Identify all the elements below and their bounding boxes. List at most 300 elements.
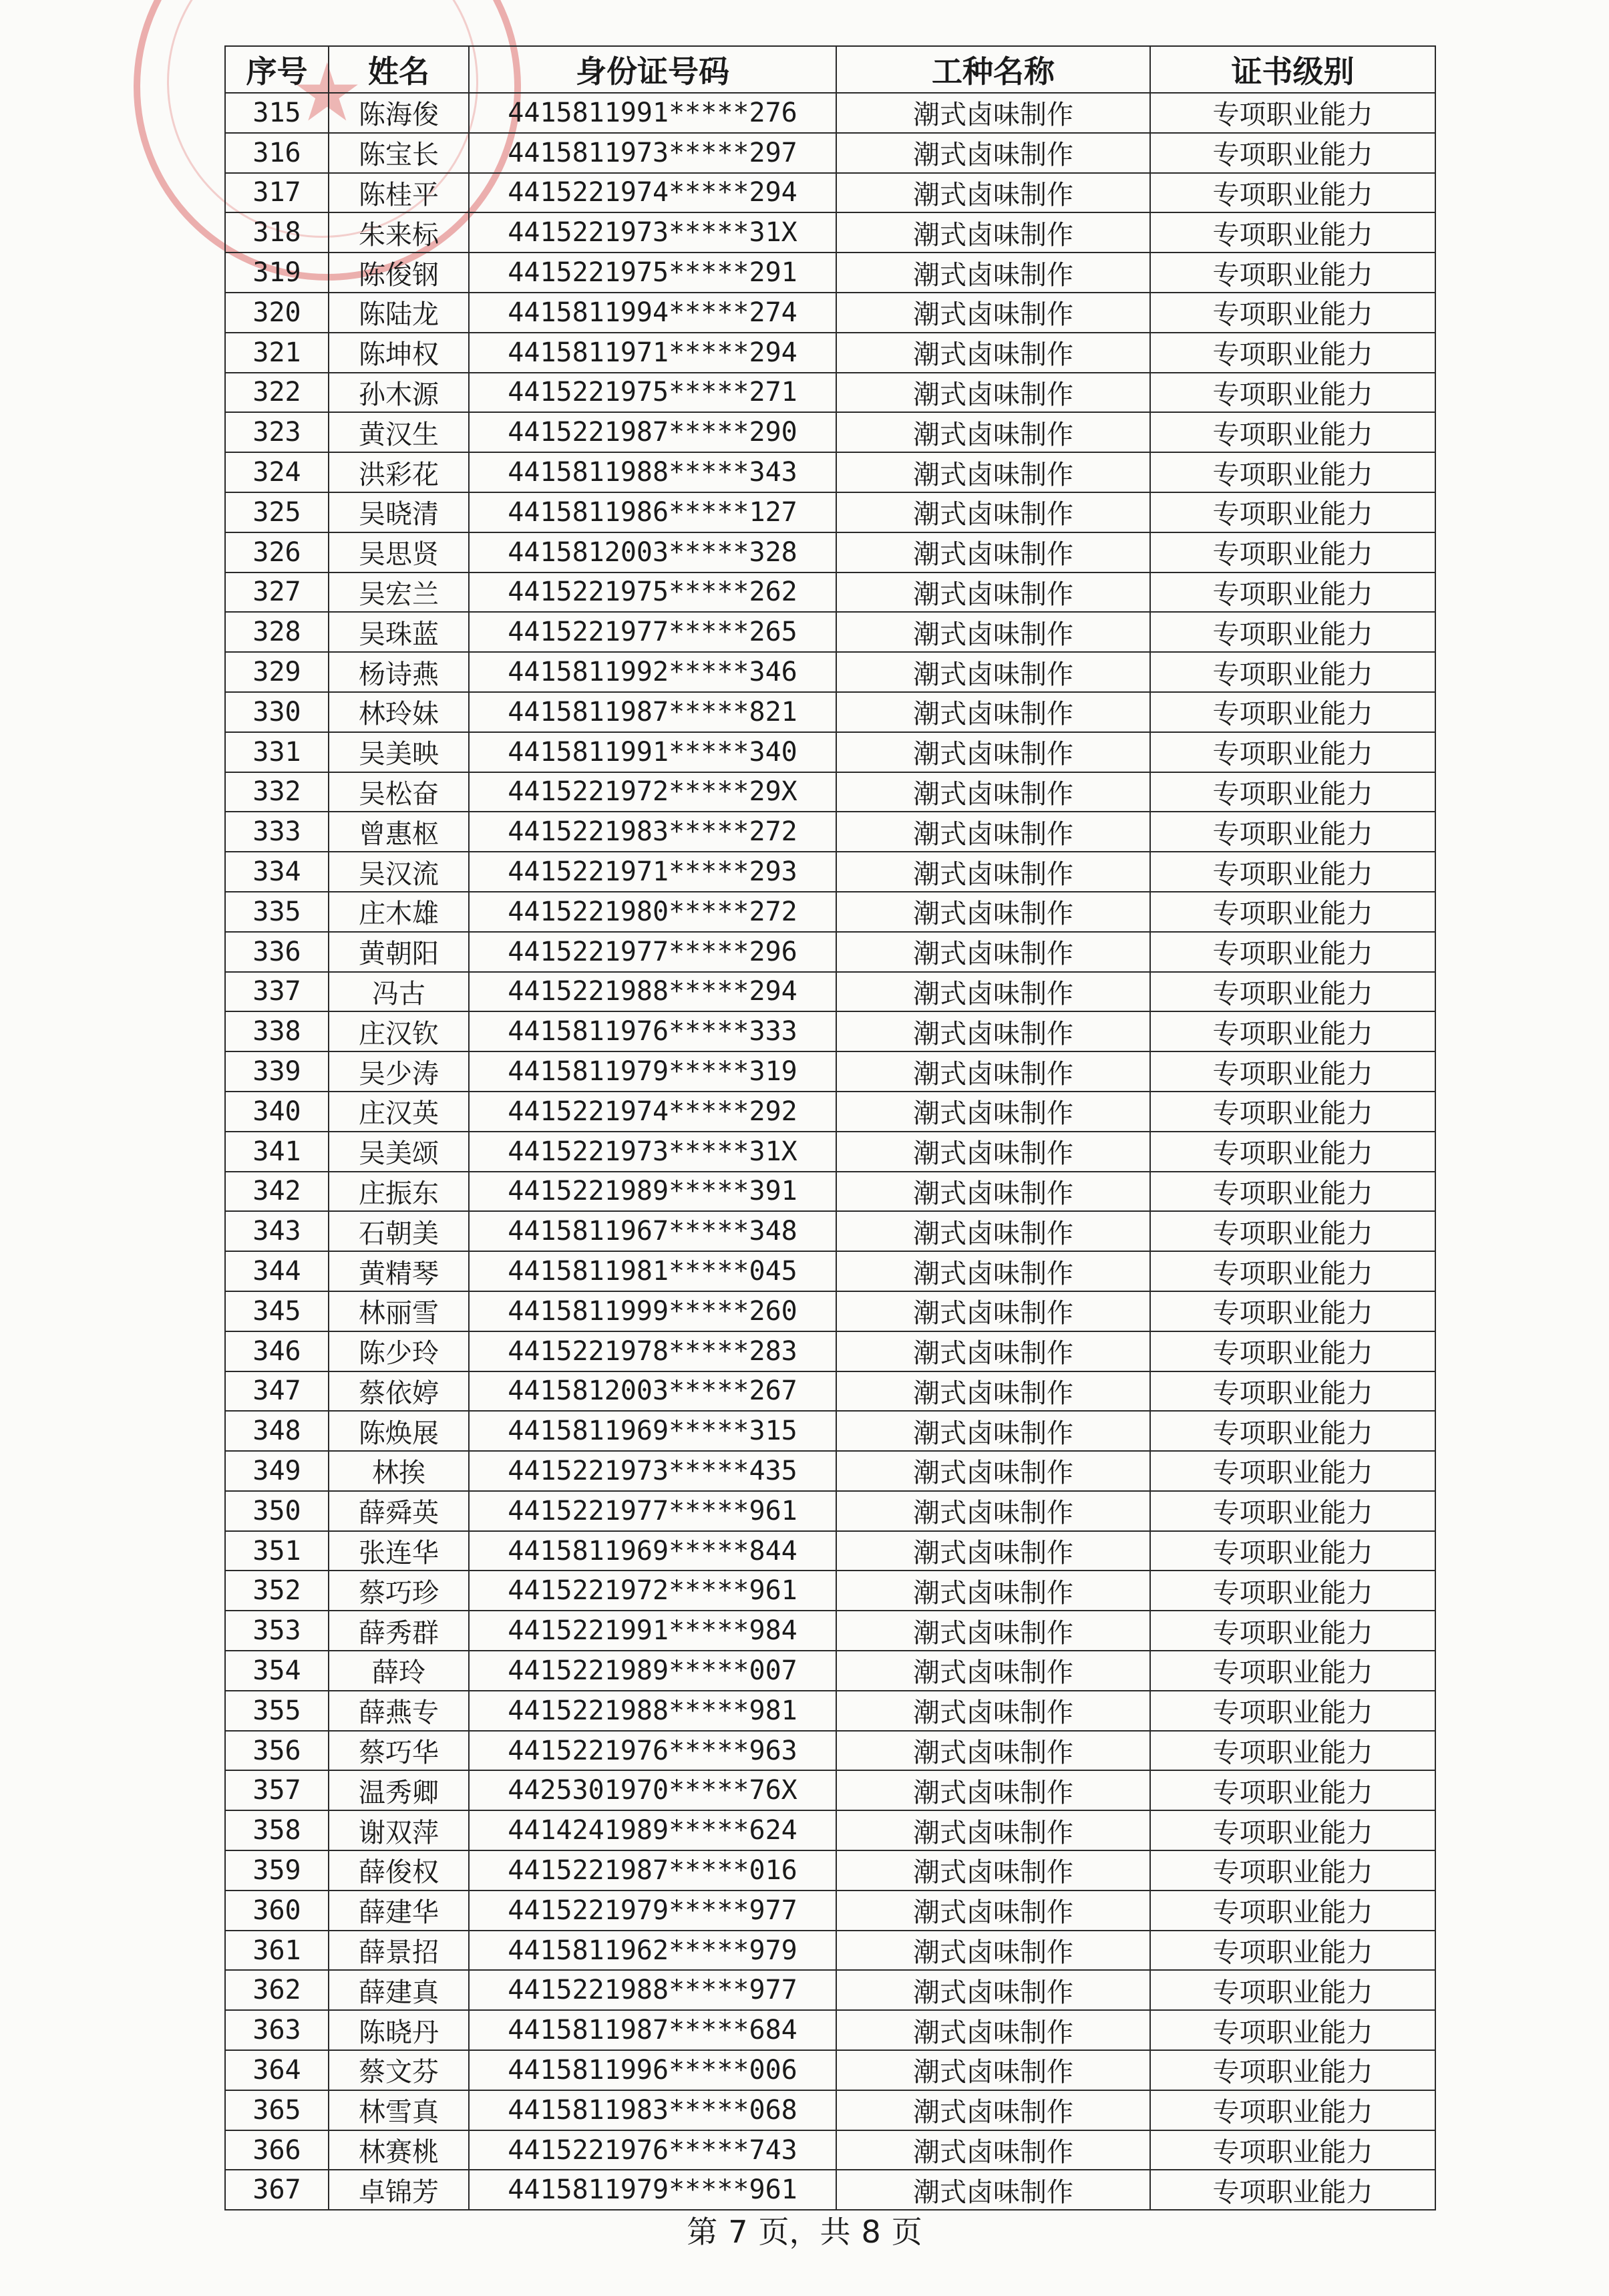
cell-name: 陈海俊 <box>329 93 469 133</box>
cell-index: 329 <box>225 652 329 692</box>
cell-work-type: 潮式卤味制作 <box>836 1651 1150 1691</box>
cell-index: 331 <box>225 732 329 772</box>
cell-id-number: 4415221978*****283 <box>469 1331 836 1371</box>
cell-cert-level: 专项职业能力 <box>1150 2050 1435 2090</box>
table-row <box>225 1531 1435 1571</box>
cell-work-type: 潮式卤味制作 <box>836 1531 1150 1571</box>
cell-index: 333 <box>225 812 329 852</box>
cell-id-number: 4415812003*****328 <box>469 532 836 572</box>
cell-work-type: 潮式卤味制作 <box>836 492 1150 532</box>
table-row <box>225 1371 1435 1412</box>
cell-cert-level: 专项职业能力 <box>1150 2090 1435 2130</box>
cell-id-number: 4415811987*****821 <box>469 692 836 732</box>
cell-name: 吴宏兰 <box>329 572 469 613</box>
cell-work-type: 潮式卤味制作 <box>836 412 1150 452</box>
cell-index: 327 <box>225 572 329 613</box>
cell-index: 365 <box>225 2090 329 2130</box>
cell-cert-level: 专项职业能力 <box>1150 852 1435 892</box>
cell-name: 薛景招 <box>329 1931 469 1971</box>
cell-cert-level: 专项职业能力 <box>1150 93 1435 133</box>
cell-name: 陈少玲 <box>329 1331 469 1371</box>
table-row <box>225 1491 1435 1531</box>
cell-name: 朱来标 <box>329 212 469 253</box>
cell-name: 薛建华 <box>329 1891 469 1931</box>
cell-id-number: 4415811991*****276 <box>469 93 836 133</box>
cell-index: 357 <box>225 1770 329 1810</box>
cell-work-type: 潮式卤味制作 <box>836 2090 1150 2130</box>
cell-cert-level: 专项职业能力 <box>1150 1931 1435 1971</box>
table-row <box>225 1132 1435 1172</box>
cell-work-type: 潮式卤味制作 <box>836 1211 1150 1251</box>
cell-name: 庄木雄 <box>329 892 469 932</box>
cell-id-number: 4415221989*****391 <box>469 1172 836 1212</box>
cell-index: 363 <box>225 2010 329 2050</box>
cell-name: 温秀卿 <box>329 1770 469 1810</box>
cell-id-number: 4415811999*****260 <box>469 1291 836 1331</box>
cell-cert-level: 专项职业能力 <box>1150 173 1435 213</box>
table-row <box>225 2050 1435 2090</box>
cell-name: 吴少涛 <box>329 1051 469 1092</box>
cell-work-type: 潮式卤味制作 <box>836 212 1150 253</box>
cell-index: 348 <box>225 1411 329 1451</box>
cell-index: 335 <box>225 892 329 932</box>
header-row <box>225 46 1435 93</box>
cell-cert-level: 专项职业能力 <box>1150 212 1435 253</box>
cell-name: 吴美映 <box>329 732 469 772</box>
cell-work-type: 潮式卤味制作 <box>836 1251 1150 1291</box>
cell-name: 吴晓清 <box>329 492 469 532</box>
cell-index: 336 <box>225 932 329 972</box>
cell-cert-level: 专项职业能力 <box>1150 492 1435 532</box>
cell-cert-level: 专项职业能力 <box>1150 572 1435 613</box>
cell-id-number: 4415221973*****435 <box>469 1451 836 1491</box>
table-row <box>225 892 1435 932</box>
cell-cert-level: 专项职业能力 <box>1150 2010 1435 2050</box>
cell-id-number: 4415221975*****262 <box>469 572 836 613</box>
header-work-type: 工种名称 <box>836 46 1150 93</box>
cell-work-type: 潮式卤味制作 <box>836 1810 1150 1850</box>
cell-index: 367 <box>225 2170 329 2210</box>
table-row <box>225 692 1435 732</box>
table-row <box>225 1731 1435 1771</box>
table-row <box>225 1770 1435 1810</box>
cell-cert-level: 专项职业能力 <box>1150 772 1435 812</box>
cell-work-type: 潮式卤味制作 <box>836 133 1150 173</box>
cell-id-number: 4415221973*****31X <box>469 1132 836 1172</box>
cell-index: 358 <box>225 1810 329 1850</box>
cell-id-number: 4415811969*****315 <box>469 1411 836 1451</box>
cell-id-number: 4415221988*****981 <box>469 1691 836 1731</box>
cell-work-type: 潮式卤味制作 <box>836 692 1150 732</box>
table-row <box>225 1331 1435 1371</box>
cell-name: 张连华 <box>329 1531 469 1571</box>
cell-name: 冯古 <box>329 972 469 1012</box>
cell-id-number: 4415221979*****977 <box>469 1891 836 1931</box>
cell-id-number: 4415811971*****294 <box>469 333 836 373</box>
cell-cert-level: 专项职业能力 <box>1150 1251 1435 1291</box>
cell-work-type: 潮式卤味制作 <box>836 1970 1150 2010</box>
table-row <box>225 133 1435 173</box>
cell-name: 林丽雪 <box>329 1291 469 1331</box>
cell-work-type: 潮式卤味制作 <box>836 1092 1150 1132</box>
table-row <box>225 1810 1435 1850</box>
cell-work-type: 潮式卤味制作 <box>836 333 1150 373</box>
cell-id-number: 4415811979*****961 <box>469 2170 836 2210</box>
cell-index: 361 <box>225 1931 329 1971</box>
cell-cert-level: 专项职业能力 <box>1150 1291 1435 1331</box>
cell-cert-level: 专项职业能力 <box>1150 1051 1435 1092</box>
cell-name: 林玲妹 <box>329 692 469 732</box>
cell-work-type: 潮式卤味制作 <box>836 612 1150 652</box>
cell-cert-level: 专项职业能力 <box>1150 1451 1435 1491</box>
cell-index: 328 <box>225 612 329 652</box>
cell-index: 342 <box>225 1172 329 1212</box>
cell-work-type: 潮式卤味制作 <box>836 452 1150 492</box>
cell-work-type: 潮式卤味制作 <box>836 1770 1150 1810</box>
cell-name: 谢双萍 <box>329 1810 469 1850</box>
cell-work-type: 潮式卤味制作 <box>836 652 1150 692</box>
cell-index: 352 <box>225 1571 329 1611</box>
cell-index: 355 <box>225 1691 329 1731</box>
table-row <box>225 1970 1435 2010</box>
cell-name: 石朝美 <box>329 1211 469 1251</box>
table-row <box>225 1651 1435 1691</box>
table-row <box>225 1850 1435 1891</box>
table-row <box>225 1571 1435 1611</box>
cell-cert-level: 专项职业能力 <box>1150 1331 1435 1371</box>
cell-work-type: 潮式卤味制作 <box>836 772 1150 812</box>
header-index: 序号 <box>225 46 329 93</box>
cell-index: 350 <box>225 1491 329 1531</box>
cell-name: 蔡依婷 <box>329 1371 469 1412</box>
cell-cert-level: 专项职业能力 <box>1150 253 1435 293</box>
cell-id-number: 4415221973*****31X <box>469 212 836 253</box>
table-row <box>225 212 1435 253</box>
table-row <box>225 652 1435 692</box>
cell-name: 蔡巧华 <box>329 1731 469 1771</box>
table-row <box>225 1611 1435 1651</box>
cell-cert-level: 专项职业能力 <box>1150 692 1435 732</box>
cell-index: 317 <box>225 173 329 213</box>
cell-name: 薛俊权 <box>329 1850 469 1891</box>
cell-id-number: 4415221976*****963 <box>469 1731 836 1771</box>
cell-index: 321 <box>225 333 329 373</box>
cell-work-type: 潮式卤味制作 <box>836 1172 1150 1212</box>
cell-cert-level: 专项职业能力 <box>1150 1850 1435 1891</box>
table-row <box>225 1691 1435 1731</box>
cell-name: 庄汉钦 <box>329 1011 469 1051</box>
table-row <box>225 1451 1435 1491</box>
cell-index: 337 <box>225 972 329 1012</box>
cell-id-number: 4425301970*****76X <box>469 1770 836 1810</box>
cell-id-number: 4415221972*****29X <box>469 772 836 812</box>
cell-name: 吴思贤 <box>329 532 469 572</box>
cell-index: 364 <box>225 2050 329 2090</box>
table-row <box>225 852 1435 892</box>
table-row <box>225 972 1435 1012</box>
table-row <box>225 1931 1435 1971</box>
cell-cert-level: 专项职业能力 <box>1150 452 1435 492</box>
cell-index: 351 <box>225 1531 329 1571</box>
cell-work-type: 潮式卤味制作 <box>836 1611 1150 1651</box>
certificate-roster-table <box>224 45 1436 2210</box>
cell-work-type: 潮式卤味制作 <box>836 173 1150 213</box>
cell-work-type: 潮式卤味制作 <box>836 373 1150 413</box>
cell-id-number: 4415221977*****961 <box>469 1491 836 1531</box>
cell-cert-level: 专项职业能力 <box>1150 932 1435 972</box>
cell-id-number: 4415811987*****684 <box>469 2010 836 2050</box>
cell-cert-level: 专项职业能力 <box>1150 1172 1435 1212</box>
cell-id-number: 4415221991*****984 <box>469 1611 836 1651</box>
cell-cert-level: 专项职业能力 <box>1150 2130 1435 2170</box>
table-row <box>225 412 1435 452</box>
cell-index: 323 <box>225 412 329 452</box>
cell-index: 315 <box>225 93 329 133</box>
table-row <box>225 1211 1435 1251</box>
cell-index: 325 <box>225 492 329 532</box>
cell-id-number: 4415221988*****294 <box>469 972 836 1012</box>
cell-index: 349 <box>225 1451 329 1491</box>
cell-work-type: 潮式卤味制作 <box>836 1571 1150 1611</box>
cell-index: 330 <box>225 692 329 732</box>
cell-cert-level: 专项职业能力 <box>1150 732 1435 772</box>
cell-id-number: 4415221975*****291 <box>469 253 836 293</box>
cell-id-number: 4415221975*****271 <box>469 373 836 413</box>
header-id-number: 身份证号码 <box>469 46 836 93</box>
cell-work-type: 潮式卤味制作 <box>836 532 1150 572</box>
cell-work-type: 潮式卤味制作 <box>836 732 1150 772</box>
cell-index: 353 <box>225 1611 329 1651</box>
table-row <box>225 572 1435 613</box>
cell-index: 366 <box>225 2130 329 2170</box>
cell-cert-level: 专项职业能力 <box>1150 972 1435 1012</box>
cell-cert-level: 专项职业能力 <box>1150 1770 1435 1810</box>
cell-id-number: 4415221987*****290 <box>469 412 836 452</box>
cell-cert-level: 专项职业能力 <box>1150 1491 1435 1531</box>
cell-name: 薛舜英 <box>329 1491 469 1531</box>
cell-cert-level: 专项职业能力 <box>1150 1571 1435 1611</box>
cell-id-number: 4415221988*****977 <box>469 1970 836 2010</box>
cell-work-type: 潮式卤味制作 <box>836 2010 1150 2050</box>
cell-cert-level: 专项职业能力 <box>1150 1092 1435 1132</box>
cell-name: 黄精琴 <box>329 1251 469 1291</box>
cell-work-type: 潮式卤味制作 <box>836 1051 1150 1092</box>
cell-id-number: 4414241989*****624 <box>469 1810 836 1850</box>
cell-cert-level: 专项职业能力 <box>1150 333 1435 373</box>
cell-index: 334 <box>225 852 329 892</box>
cell-name: 庄汉英 <box>329 1092 469 1132</box>
cell-id-number: 4415221977*****296 <box>469 932 836 972</box>
table-row <box>225 1092 1435 1132</box>
cell-name: 林赛桃 <box>329 2130 469 2170</box>
cell-cert-level: 专项职业能力 <box>1150 1411 1435 1451</box>
cell-index: 339 <box>225 1051 329 1092</box>
cell-cert-level: 专项职业能力 <box>1150 1970 1435 2010</box>
cell-cert-level: 专项职业能力 <box>1150 1810 1435 1850</box>
table-row <box>225 2170 1435 2210</box>
cell-id-number: 4415221983*****272 <box>469 812 836 852</box>
cell-cert-level: 专项职业能力 <box>1150 1691 1435 1731</box>
footer-prefix: 第 <box>687 2214 718 2250</box>
cell-work-type: 潮式卤味制作 <box>836 1451 1150 1491</box>
cell-index: 344 <box>225 1251 329 1291</box>
cell-id-number: 4415811981*****045 <box>469 1251 836 1291</box>
roster-body <box>225 93 1435 2210</box>
cell-work-type: 潮式卤味制作 <box>836 1011 1150 1051</box>
header-name: 姓名 <box>329 46 469 93</box>
table-row <box>225 253 1435 293</box>
cell-index: 354 <box>225 1651 329 1691</box>
cell-index: 320 <box>225 293 329 333</box>
table-row <box>225 1291 1435 1331</box>
table-row <box>225 2090 1435 2130</box>
cell-index: 362 <box>225 1970 329 2010</box>
table-row <box>225 373 1435 413</box>
cell-index: 318 <box>225 212 329 253</box>
table-row <box>225 93 1435 133</box>
cell-cert-level: 专项职业能力 <box>1150 412 1435 452</box>
cell-work-type: 潮式卤味制作 <box>836 852 1150 892</box>
cell-work-type: 潮式卤味制作 <box>836 932 1150 972</box>
cell-index: 322 <box>225 373 329 413</box>
table-row <box>225 2010 1435 2050</box>
cell-id-number: 4415811992*****346 <box>469 652 836 692</box>
table-row <box>225 1011 1435 1051</box>
cell-name: 黄朝阳 <box>329 932 469 972</box>
cell-cert-level: 专项职业能力 <box>1150 1611 1435 1651</box>
cell-id-number: 4415221976*****743 <box>469 2130 836 2170</box>
table-row <box>225 1891 1435 1931</box>
cell-id-number: 4415221987*****016 <box>469 1850 836 1891</box>
cell-work-type: 潮式卤味制作 <box>836 1691 1150 1731</box>
cell-work-type: 潮式卤味制作 <box>836 1371 1150 1412</box>
cell-id-number: 4415221980*****272 <box>469 892 836 932</box>
table-row <box>225 1051 1435 1092</box>
cell-id-number: 4415811994*****274 <box>469 293 836 333</box>
cell-index: 319 <box>225 253 329 293</box>
cell-index: 341 <box>225 1132 329 1172</box>
cell-name: 孙木源 <box>329 373 469 413</box>
table-row <box>225 333 1435 373</box>
cell-name: 陈坤权 <box>329 333 469 373</box>
cell-cert-level: 专项职业能力 <box>1150 2170 1435 2210</box>
cell-name: 陈桂平 <box>329 173 469 213</box>
cell-name: 林雪真 <box>329 2090 469 2130</box>
page-footer <box>0 2208 1609 2252</box>
cell-work-type: 潮式卤味制作 <box>836 1931 1150 1971</box>
cell-name: 吴美颂 <box>329 1132 469 1172</box>
cell-cert-level: 专项职业能力 <box>1150 1891 1435 1931</box>
cell-index: 346 <box>225 1331 329 1371</box>
table-row <box>225 772 1435 812</box>
table-row <box>225 1251 1435 1291</box>
cell-work-type: 潮式卤味制作 <box>836 892 1150 932</box>
cell-work-type: 潮式卤味制作 <box>836 1891 1150 1931</box>
cell-cert-level: 专项职业能力 <box>1150 892 1435 932</box>
cell-work-type: 潮式卤味制作 <box>836 812 1150 852</box>
cell-id-number: 4415811986*****127 <box>469 492 836 532</box>
cell-name: 吴珠蓝 <box>329 612 469 652</box>
cell-index: 356 <box>225 1731 329 1771</box>
cell-id-number: 4415811976*****333 <box>469 1011 836 1051</box>
cell-cert-level: 专项职业能力 <box>1150 1731 1435 1771</box>
cell-cert-level: 专项职业能力 <box>1150 1132 1435 1172</box>
cell-work-type: 潮式卤味制作 <box>836 93 1150 133</box>
cell-name: 黄汉生 <box>329 412 469 452</box>
table-row <box>225 812 1435 852</box>
cell-cert-level: 专项职业能力 <box>1150 532 1435 572</box>
footer-total-pages: 8 <box>861 2214 881 2250</box>
table-row <box>225 1411 1435 1451</box>
cell-index: 343 <box>225 1211 329 1251</box>
cell-name: 吴汉流 <box>329 852 469 892</box>
cell-index: 340 <box>225 1092 329 1132</box>
cell-cert-level: 专项职业能力 <box>1150 812 1435 852</box>
table-row <box>225 2130 1435 2170</box>
footer-page-number: 7 <box>728 2214 748 2250</box>
cell-work-type: 潮式卤味制作 <box>836 293 1150 333</box>
cell-cert-level: 专项职业能力 <box>1150 1371 1435 1412</box>
cell-work-type: 潮式卤味制作 <box>836 253 1150 293</box>
cell-name: 陈焕展 <box>329 1411 469 1451</box>
cell-cert-level: 专项职业能力 <box>1150 293 1435 333</box>
cell-id-number: 4415811983*****068 <box>469 2090 836 2130</box>
cell-id-number: 4415811973*****297 <box>469 133 836 173</box>
cell-index: 360 <box>225 1891 329 1931</box>
cell-name: 杨诗燕 <box>329 652 469 692</box>
cell-id-number: 4415811962*****979 <box>469 1931 836 1971</box>
table-row <box>225 293 1435 333</box>
cell-id-number: 4415811967*****348 <box>469 1211 836 1251</box>
table-row <box>225 1172 1435 1212</box>
cell-name: 卓锦芳 <box>329 2170 469 2210</box>
cell-name: 庄振东 <box>329 1172 469 1212</box>
cell-name: 薛燕专 <box>329 1691 469 1731</box>
cell-name: 陈晓丹 <box>329 2010 469 2050</box>
footer-mid: 页，共 <box>758 2214 851 2250</box>
cell-work-type: 潮式卤味制作 <box>836 572 1150 613</box>
cell-work-type: 潮式卤味制作 <box>836 1850 1150 1891</box>
cell-index: 345 <box>225 1291 329 1331</box>
cell-work-type: 潮式卤味制作 <box>836 1731 1150 1771</box>
cell-index: 326 <box>225 532 329 572</box>
cell-work-type: 潮式卤味制作 <box>836 2130 1150 2170</box>
cell-id-number: 4415221974*****292 <box>469 1092 836 1132</box>
cell-name: 薛玲 <box>329 1651 469 1691</box>
cell-cert-level: 专项职业能力 <box>1150 1211 1435 1251</box>
cell-work-type: 潮式卤味制作 <box>836 2050 1150 2090</box>
cell-name: 吴松奋 <box>329 772 469 812</box>
cell-index: 332 <box>225 772 329 812</box>
table-row <box>225 732 1435 772</box>
cell-id-number: 4415811996*****006 <box>469 2050 836 2090</box>
cell-work-type: 潮式卤味制作 <box>836 1411 1150 1451</box>
cell-work-type: 潮式卤味制作 <box>836 972 1150 1012</box>
cell-id-number: 4415221974*****294 <box>469 173 836 213</box>
cell-id-number: 4415221977*****265 <box>469 612 836 652</box>
cell-id-number: 4415811979*****319 <box>469 1051 836 1092</box>
cell-index: 359 <box>225 1850 329 1891</box>
cell-name: 蔡文芬 <box>329 2050 469 2090</box>
table-row <box>225 532 1435 572</box>
cell-id-number: 4415812003*****267 <box>469 1371 836 1412</box>
cell-cert-level: 专项职业能力 <box>1150 373 1435 413</box>
cell-index: 338 <box>225 1011 329 1051</box>
cell-work-type: 潮式卤味制作 <box>836 1132 1150 1172</box>
cell-cert-level: 专项职业能力 <box>1150 1531 1435 1571</box>
cell-name: 陈俊钢 <box>329 253 469 293</box>
cell-work-type: 潮式卤味制作 <box>836 2170 1150 2210</box>
